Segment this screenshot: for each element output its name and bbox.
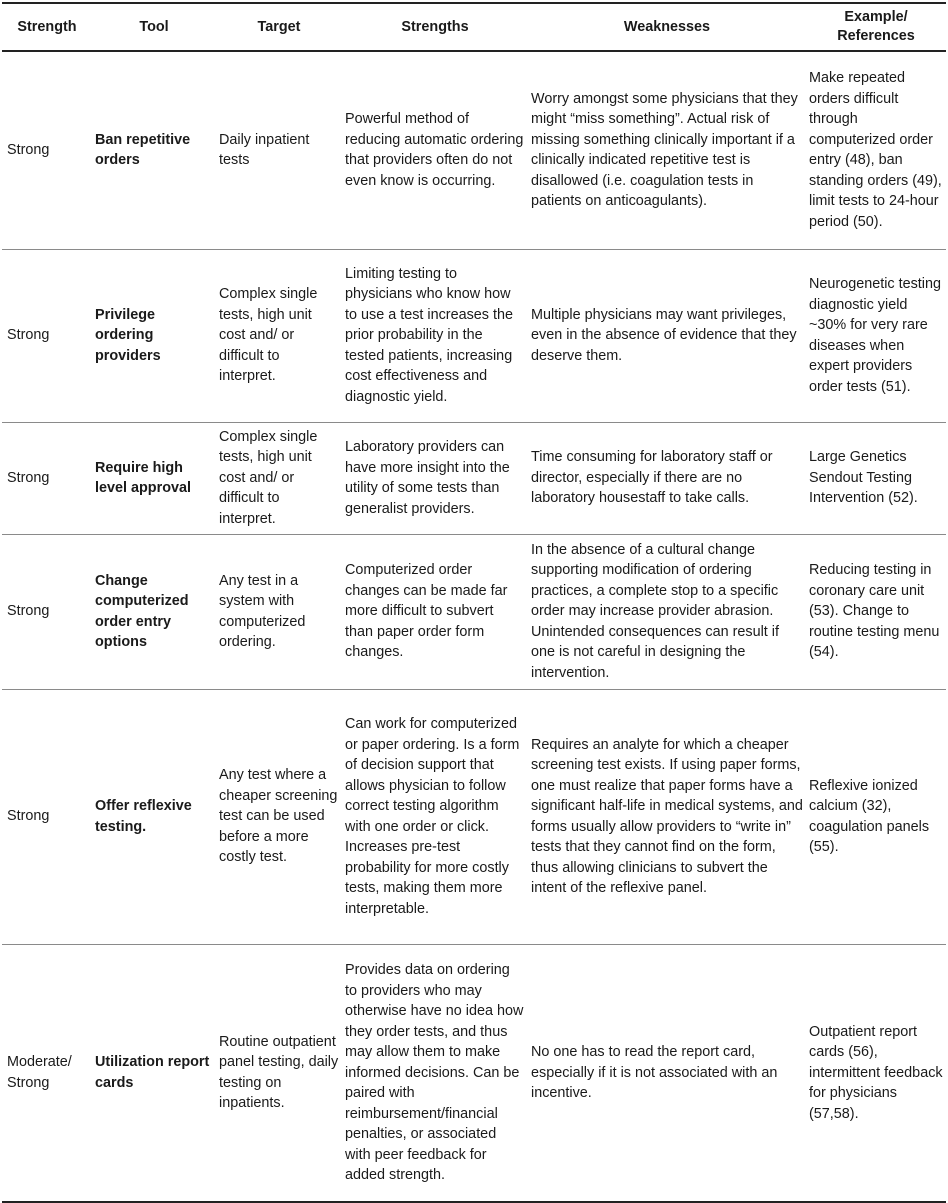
cell-weaknesses: Requires an analyte for which a cheaper screening test exists. If using paper forms, one must realize that paper forms have a significant half-life in medical systems, and forms usually allow providers to “write in” tests that they cannot find on the form, thus allowing clinicians to subvert the intent of the reflexive panel.	[531, 736, 803, 896]
table-body	[2, 51, 946, 1202]
cell-strength: Strong	[7, 142, 50, 158]
table-row	[2, 689, 946, 944]
header-examples	[806, 3, 946, 51]
table-row	[2, 422, 946, 534]
cell-weaknesses: Multiple physicians may want privileges, even in the absence of evidence that they deserve them.	[531, 306, 797, 364]
header-tool: Tool	[139, 18, 169, 35]
cell-strength: Moderate/ Strong	[7, 1054, 72, 1091]
cell-target: Daily inpatient tests	[219, 131, 310, 169]
cell-tool: Change computerized order entry options	[95, 572, 189, 650]
cell-target: Complex single tests, high unit cost and/ or difficult to interpret.	[219, 286, 318, 385]
cell-strength: Strong	[7, 327, 50, 344]
cell-strengths: Provides data on ordering to providers who may otherwise have no idea how they order tests, and thus may allow them to make informed decisions. Can be paired with reimbursement/financial penalties, or associated with peer feedback for added strength.	[345, 962, 524, 1183]
cell-tool: Require high level approval	[95, 459, 191, 496]
cell-examples: Reducing testing in coronary care unit (53). Change to routine testing menu (54).	[809, 562, 940, 661]
header-strengths: Strengths	[401, 18, 469, 35]
table-row	[2, 534, 946, 689]
cell-tool: Privilege ordering providers	[95, 306, 161, 364]
cell-tool: Utilization report cards	[95, 1054, 210, 1091]
cell-target: Any test where a cheaper screening test can be used before a more costly test.	[219, 767, 338, 866]
table-row	[2, 944, 946, 1202]
cell-weaknesses: Worry amongst some physicians that they might “miss something”. Actual risk of missing something clinically important if a clinically indicated repetitive test is disallowed (i.e. coagulation tests in patients on anticoagulants).	[531, 90, 798, 210]
table-header	[2, 3, 946, 51]
cell-examples: Reflexive ionized calcium (32), coagulation panels (55).	[809, 777, 930, 855]
cell-target: Any test in a system with computerized ordering.	[219, 572, 306, 650]
cell-tool: Offer reflexive testing.	[95, 798, 192, 835]
cell-target: Routine outpatient panel testing, daily testing on inpatients.	[219, 1033, 339, 1112]
cell-strength: Strong	[7, 603, 50, 620]
cell-strengths: Can work for computerized or paper ordering. Is a form of decision support that allows physician to follow correct testing algorithm with one order or click. Increases pre-test probability for more costly tests, making them more interpretable.	[345, 716, 520, 917]
table-row	[2, 249, 946, 422]
header-row	[2, 3, 946, 51]
cell-examples: Large Genetics Sendout Testing Intervention (52).	[809, 449, 918, 507]
header-examples-line1: Example/	[844, 9, 908, 25]
cell-examples: Make repeated orders difficult through computerized order entry (48), ban standing orders (49), limit tests to 24-hour period (50).	[809, 70, 942, 230]
header-strength: Strength	[17, 18, 77, 35]
cell-target: Complex single tests, high unit cost and/ or difficult to interpret.	[219, 428, 318, 527]
cell-strength: Strong	[7, 469, 50, 486]
cell-examples: Outpatient report cards (56), intermittent feedback for physicians (57,58).	[809, 1023, 943, 1122]
header-examples-line2: References	[837, 28, 915, 44]
cell-examples: Neurogenetic testing diagnostic yield ~30% for very rare diseases when expert providers order tests (51).	[809, 276, 941, 395]
table-row	[2, 51, 946, 249]
header-weaknesses: Weaknesses	[623, 18, 711, 35]
cell-weaknesses: No one has to read the report card, especially if it is not associated with an incentive.	[531, 1044, 778, 1101]
cell-strengths: Limiting testing to physicians who know how to use a test increases the prior probability in the tested patients, increasing cost effectiveness and diagnostic yield.	[345, 265, 513, 405]
cell-weaknesses: Time consuming for laboratory staff or director, especially if there are no laboratory housestaff to take calls.	[531, 449, 773, 507]
cell-tool: Ban repetitive orders	[95, 131, 191, 169]
cell-strengths: Computerized order changes can be made far more difficult to subvert than paper order form changes.	[345, 562, 508, 661]
cell-strength: Strong	[7, 808, 50, 825]
cell-weaknesses: In the absence of a cultural change supporting modification of ordering practices, a complete stop to a specific order may increase provider abrasion. Unintended consequences can result if one is not careful in designing the intervention.	[531, 541, 779, 681]
cell-strengths: Powerful method of reducing automatic ordering that providers often do not even know is occurring.	[345, 111, 524, 189]
header-target: Target	[257, 18, 301, 35]
cell-strengths: Laboratory providers can have more insight into the utility of some tests than generalist providers.	[345, 439, 510, 517]
utilization-tools-table	[2, 2, 946, 1203]
